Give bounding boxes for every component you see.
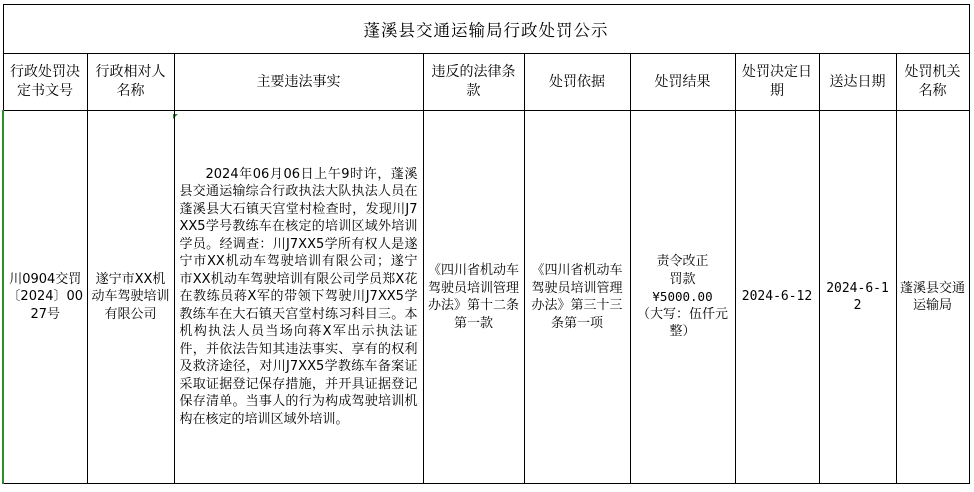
result-fine-label: 罚款 — [669, 271, 696, 287]
header-delivery-date: 送达日期 — [819, 54, 896, 111]
header-party: 行政相对人名称 — [87, 54, 174, 111]
header-doc-number: 行政处罚决定书文号 — [3, 54, 87, 111]
header-result: 处罚结果 — [630, 54, 735, 111]
penalty-notice-table — [2, 4, 970, 484]
header-law: 违反的法律条款 — [423, 54, 524, 111]
header-row — [3, 54, 969, 111]
header-basis: 处罚依据 — [524, 54, 630, 111]
result-cell — [630, 111, 735, 484]
result-order: 责令改正 — [656, 254, 709, 270]
decision-date-cell: 2024-6-12 — [735, 111, 819, 484]
header-decision-date: 处罚决定日期 — [735, 54, 819, 111]
result-amount: ¥5000.00 — [652, 289, 713, 305]
facts-cell: 2024年06月06日上午9时许，蓬溪县交通运输综合行政执法大队执法人员在蓬溪县大石镇天宫堂村检查时，发现川J7XX5学号教练车在核定的培训区域外培训学员。经调查：川J7XX5学所有权人是遂宁市XX机动车驾驶培训有限公司；遂宁市XX机动车驾驶培训有限公司学员郑X花在教练员蒋X军的带领下驾驶川J7XX5学教练车在大石镇天宫堂村练习科目三。本机构执法人员当场向蒋X军出示执法证件，并依法告知其违法事实、享有的权利及救济途径，对川J7XX5学教练车备案证采取证据登记保存措施，并开具证据登记保存清单。当事人的行为构成驾驶培训机构在核定的培训区域外培训。 — [174, 111, 423, 484]
table-row — [3, 111, 969, 484]
basis-cell: 《四川省机动车驾驶员培训管理办法》第三十三条第一项 — [524, 111, 630, 484]
result-amount-words: （大写：伍仟元整） — [636, 306, 728, 340]
law-cell: 《四川省机动车驾驶员培训管理办法》第十二条第一款 — [423, 111, 524, 484]
page-title: 蓬溪县交通运输局行政处罚公示 — [3, 5, 969, 54]
doc-number-cell: 川0904交罚〔2024〕0027号 — [3, 111, 87, 484]
party-cell: 遂宁市XX机动车驾驶培训有限公司 — [87, 111, 174, 484]
header-authority: 处罚机关名称 — [896, 54, 969, 111]
header-facts: 主要违法事实 — [174, 54, 423, 111]
delivery-date-cell: 2024-6-12 — [819, 111, 896, 484]
authority-cell: 蓬溪县交通运输局 — [896, 111, 969, 484]
